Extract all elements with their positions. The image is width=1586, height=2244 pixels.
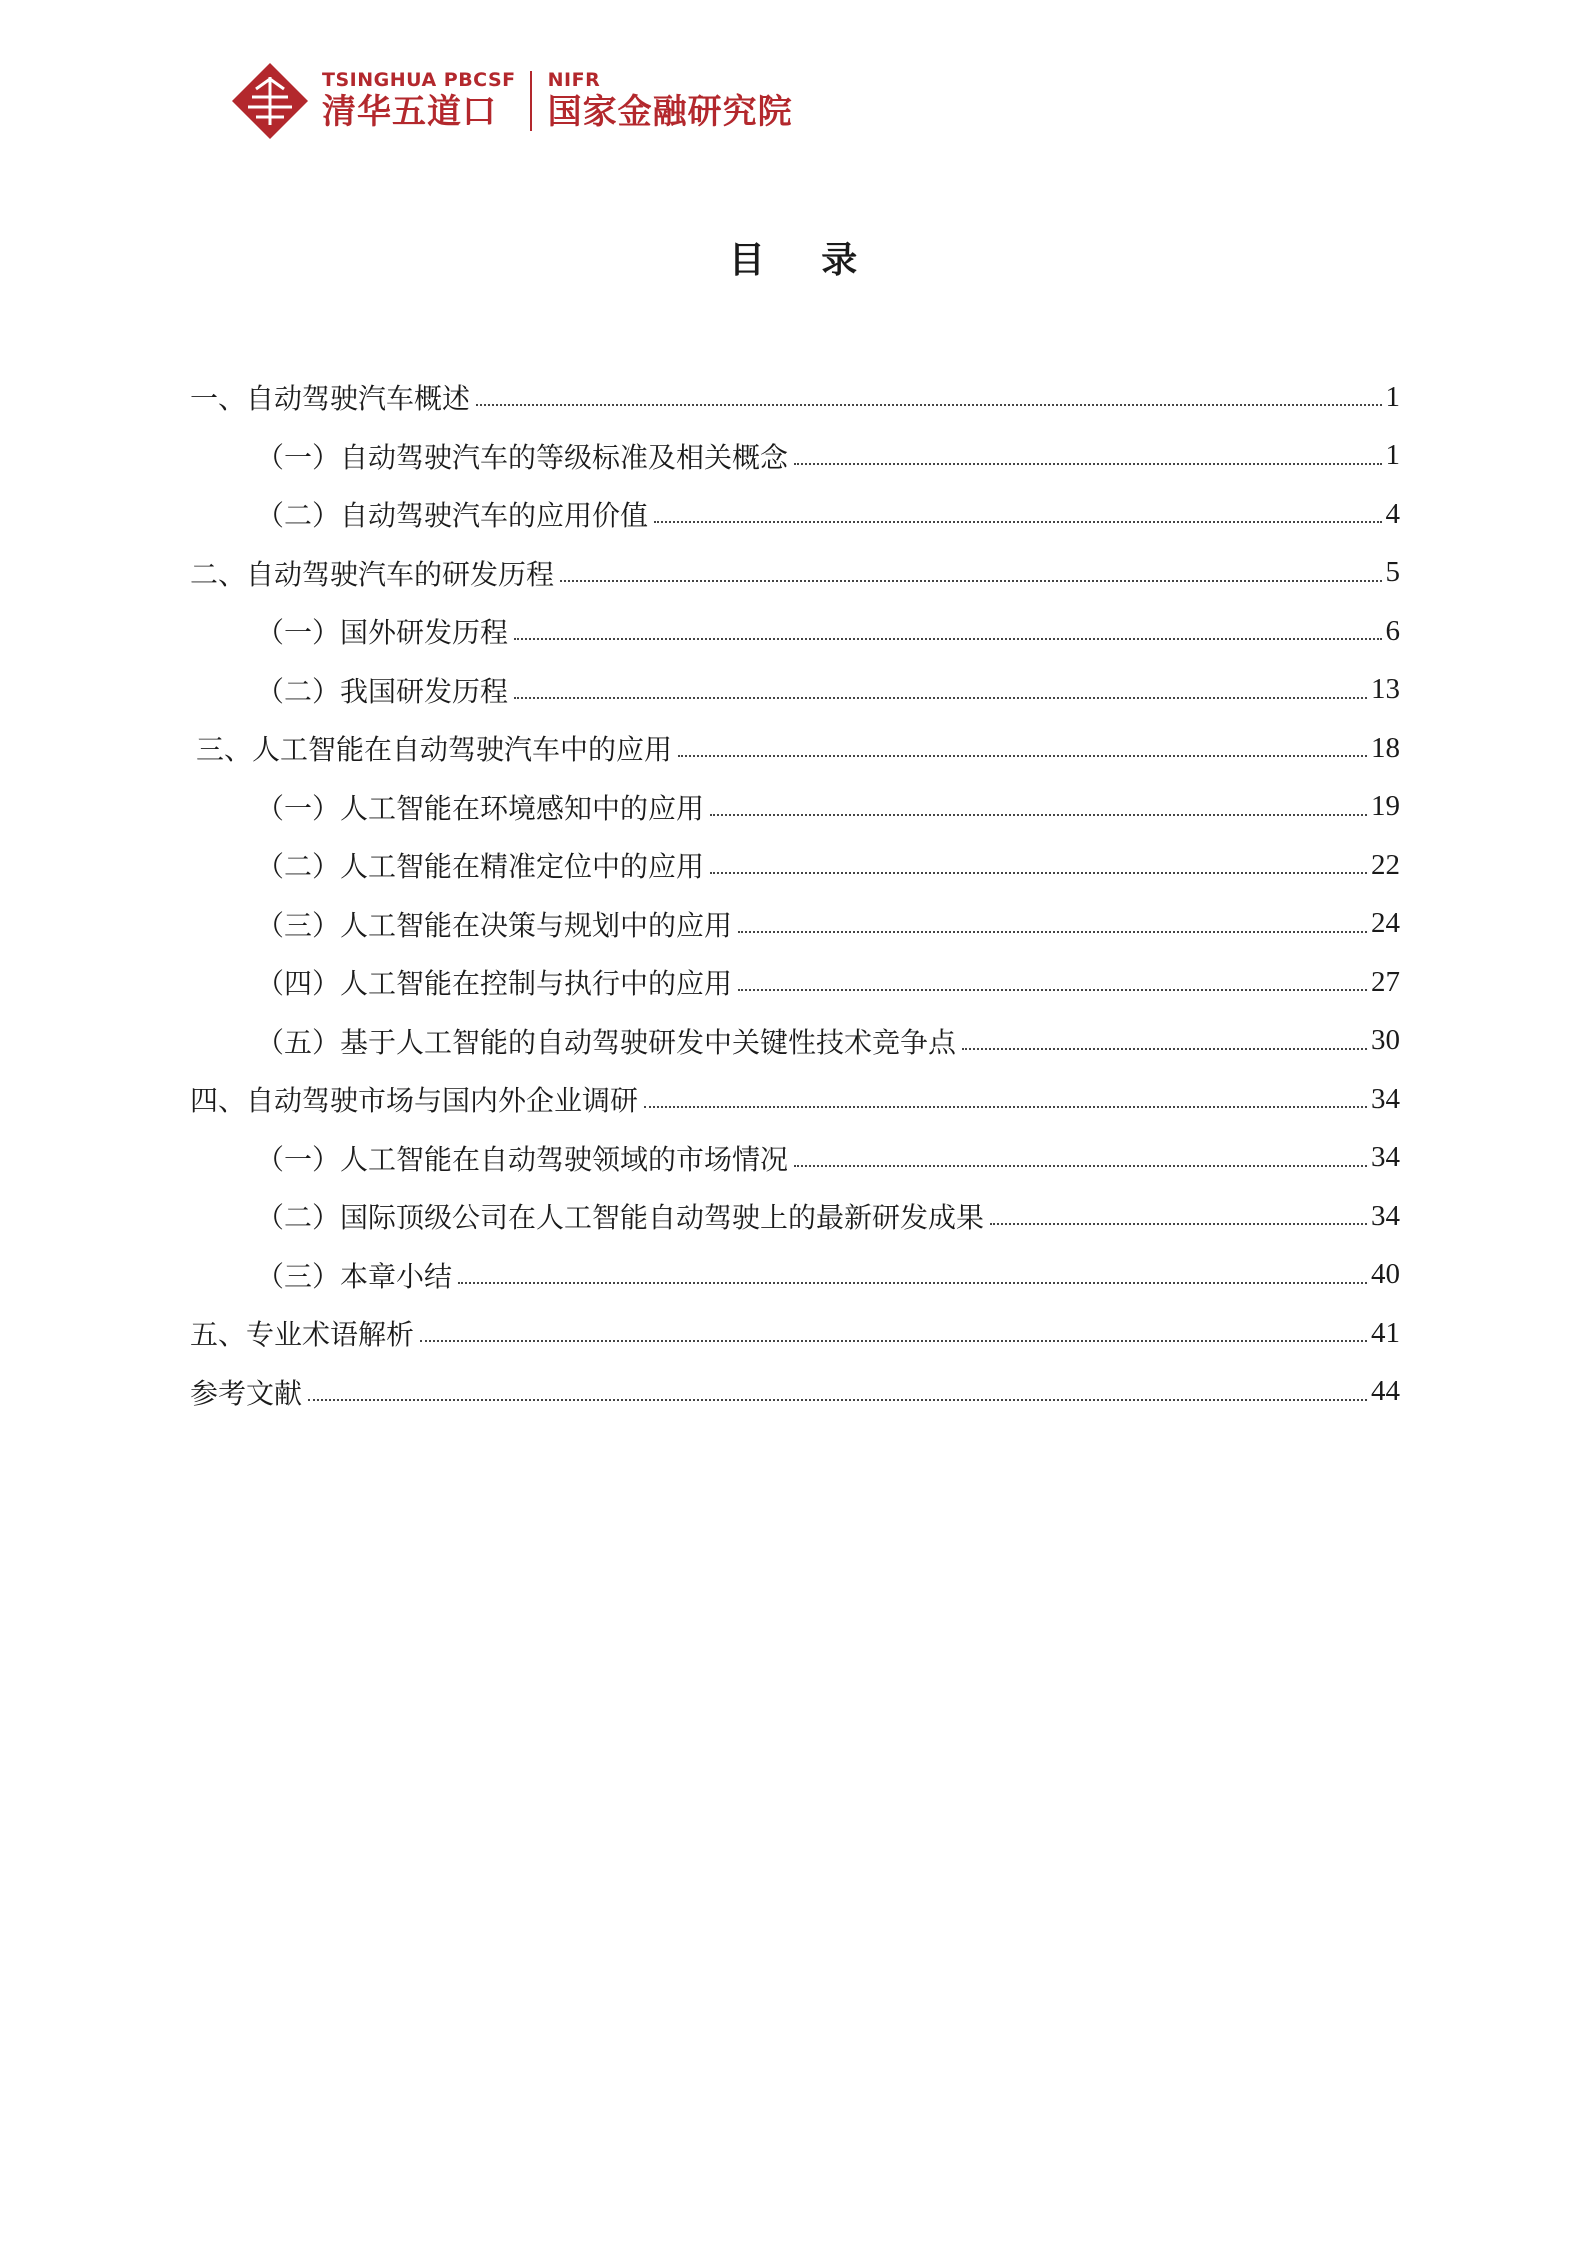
toc-entry-label: 一、自动驾驶汽车概述 bbox=[190, 382, 471, 416]
toc-section-entry[interactable] bbox=[190, 1363, 1400, 1422]
toc-page-number: 41 bbox=[1371, 1316, 1400, 1349]
toc-entry-label: （一）自动驾驶汽车的等级标准及相关概念 bbox=[256, 440, 789, 474]
toc-dot-leader bbox=[644, 1106, 1367, 1108]
toc-subsection-entry[interactable] bbox=[190, 427, 1400, 486]
toc-page-number: 6 bbox=[1385, 614, 1400, 647]
toc-entry-label: 参考文献 bbox=[190, 1376, 303, 1410]
toc-section-entry[interactable] bbox=[190, 544, 1400, 603]
toc-dot-leader bbox=[794, 463, 1381, 465]
logo-left-text bbox=[322, 69, 516, 133]
toc-entry-label: （二）人工智能在精准定位中的应用 bbox=[256, 850, 705, 884]
toc-page-number: 22 bbox=[1371, 848, 1400, 881]
toc-entry-label: 五、专业术语解析 bbox=[190, 1318, 415, 1352]
org-name-cn-right: 国家金融研究院 bbox=[547, 92, 793, 132]
toc-page-number: 34 bbox=[1371, 1082, 1400, 1115]
toc-entry-label: （二）国际顶级公司在人工智能自动驾驶上的最新研发成果 bbox=[256, 1201, 985, 1235]
toc-entry-label: （三）人工智能在决策与规划中的应用 bbox=[256, 908, 733, 942]
toc-dot-leader bbox=[476, 404, 1381, 406]
toc-subsection-entry[interactable] bbox=[190, 1246, 1400, 1305]
toc-subsection-entry[interactable] bbox=[190, 602, 1400, 661]
toc-entry-label: 二、自动驾驶汽车的研发历程 bbox=[190, 557, 555, 591]
toc-entry-label: （一）国外研发历程 bbox=[256, 616, 509, 650]
toc-page-number: 24 bbox=[1371, 907, 1400, 940]
toc-subsection-entry[interactable] bbox=[190, 953, 1400, 1012]
toc-entry-label: （二）我国研发历程 bbox=[256, 674, 509, 708]
toc-page-number: 34 bbox=[1371, 1141, 1400, 1174]
toc-page-number: 13 bbox=[1371, 673, 1400, 706]
org-name-en-left: TSINGHUA PBCSF bbox=[322, 69, 516, 91]
toc-dot-leader bbox=[738, 989, 1367, 991]
institute-logo-icon bbox=[230, 61, 310, 141]
toc-subsection-entry[interactable] bbox=[190, 895, 1400, 954]
toc-dot-leader bbox=[710, 814, 1367, 816]
toc-title: 目 录 bbox=[728, 239, 880, 281]
toc-section-entry[interactable] bbox=[190, 1304, 1400, 1363]
toc-page-number: 34 bbox=[1371, 1199, 1400, 1232]
toc-subsection-entry[interactable] bbox=[190, 836, 1400, 895]
toc-dot-leader bbox=[654, 521, 1381, 523]
logo-right-text bbox=[548, 69, 793, 133]
toc-page-number: 4 bbox=[1385, 497, 1400, 530]
toc-dot-leader bbox=[962, 1048, 1367, 1050]
toc-entry-label: （二）自动驾驶汽车的应用价值 bbox=[256, 499, 649, 533]
org-name-cn-left: 清华五道口 bbox=[322, 92, 497, 132]
toc-page-number: 40 bbox=[1371, 1258, 1400, 1291]
toc-dot-leader bbox=[514, 697, 1367, 699]
toc-dot-leader bbox=[560, 580, 1381, 582]
toc-dot-leader bbox=[794, 1165, 1367, 1167]
toc-dot-leader bbox=[990, 1223, 1367, 1225]
toc-page-number: 30 bbox=[1371, 1024, 1400, 1057]
toc-page-number: 44 bbox=[1371, 1375, 1400, 1408]
toc-dot-leader bbox=[710, 872, 1367, 874]
toc-subsection-entry[interactable] bbox=[190, 1187, 1400, 1246]
toc-section-entry[interactable] bbox=[190, 719, 1400, 778]
toc-dot-leader bbox=[738, 931, 1367, 933]
toc-subsection-entry[interactable] bbox=[190, 1012, 1400, 1071]
toc-section-entry[interactable] bbox=[190, 368, 1400, 427]
toc-entry-label: （一）人工智能在环境感知中的应用 bbox=[256, 791, 705, 825]
table-of-contents bbox=[190, 368, 1400, 1421]
org-name-en-right: NIFR bbox=[547, 69, 601, 91]
toc-page-number: 1 bbox=[1385, 380, 1400, 413]
toc-subsection-entry[interactable] bbox=[190, 778, 1400, 837]
toc-entry-label: （四）人工智能在控制与执行中的应用 bbox=[256, 967, 733, 1001]
toc-page-number: 27 bbox=[1371, 965, 1400, 998]
toc-dot-leader bbox=[458, 1282, 1367, 1284]
toc-subsection-entry[interactable] bbox=[190, 661, 1400, 720]
toc-entry-label: 三、人工智能在自动驾驶汽车中的应用 bbox=[196, 733, 673, 767]
toc-subsection-entry[interactable] bbox=[190, 485, 1400, 544]
toc-entry-label: （五）基于人工智能的自动驾驶研发中关键性技术竞争点 bbox=[256, 1025, 957, 1059]
toc-page-number: 18 bbox=[1371, 731, 1400, 764]
toc-dot-leader bbox=[514, 638, 1381, 640]
logo-divider bbox=[530, 71, 532, 131]
toc-entry-label: 四、自动驾驶市场与国内外企业调研 bbox=[190, 1084, 639, 1118]
toc-dot-leader bbox=[308, 1399, 1367, 1401]
toc-entry-label: （三）本章小结 bbox=[256, 1259, 453, 1293]
page-header bbox=[230, 58, 793, 144]
toc-page-number: 19 bbox=[1371, 790, 1400, 823]
toc-dot-leader bbox=[420, 1340, 1367, 1342]
toc-subsection-entry[interactable] bbox=[190, 1129, 1400, 1188]
toc-dot-leader bbox=[678, 755, 1367, 757]
toc-entry-label: （一）人工智能在自动驾驶领域的市场情况 bbox=[256, 1142, 789, 1176]
toc-page-number: 1 bbox=[1385, 439, 1400, 472]
toc-section-entry[interactable] bbox=[190, 1070, 1400, 1129]
toc-page-number: 5 bbox=[1385, 556, 1400, 589]
